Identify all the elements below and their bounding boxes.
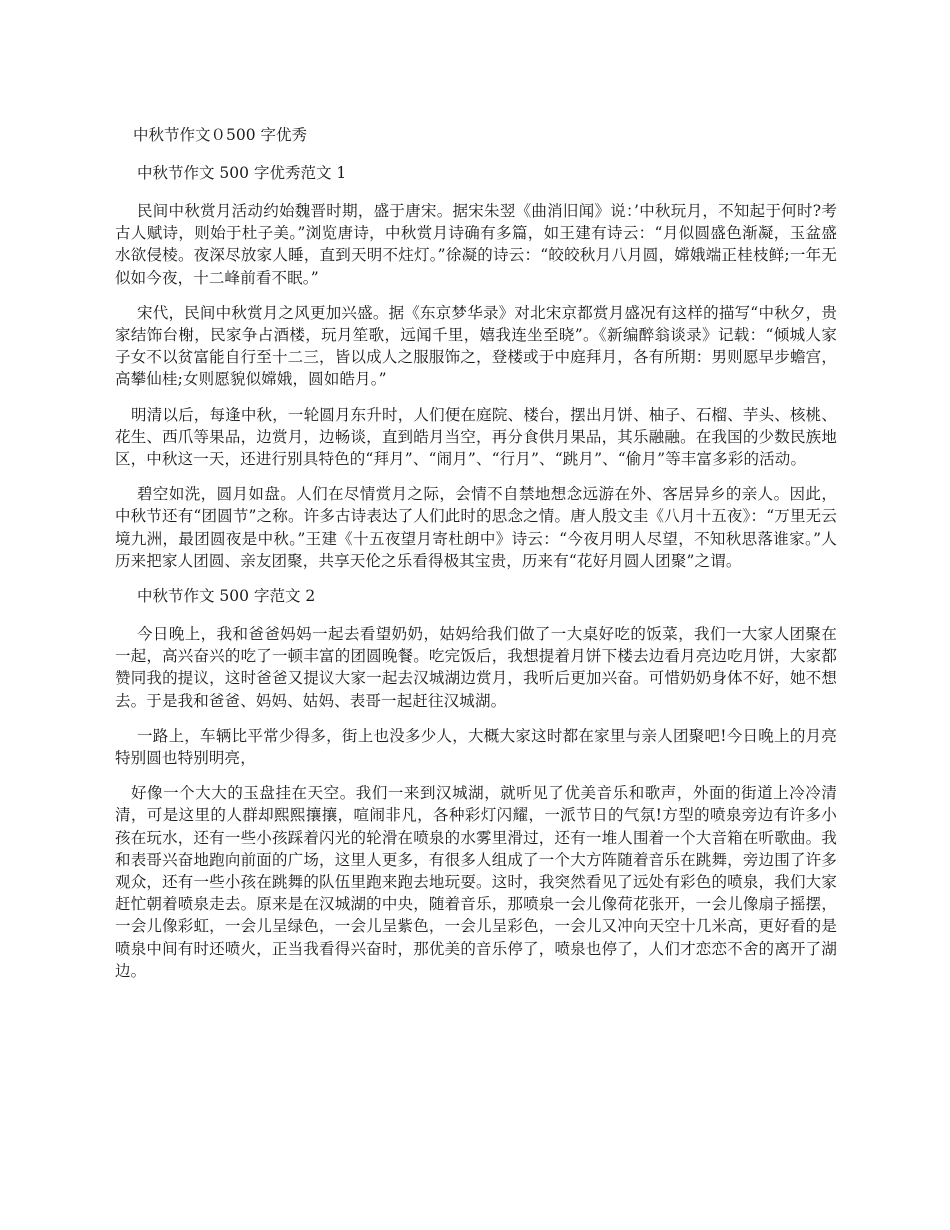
section-1-paragraph-4: 碧空如洗，圆月如盘。人们在尽情赏月之际，会情不自禁地想念远游在外、客居异乡的亲人。因此，中秋节还有“团圆节”之称。许多古诗表达了人们此时的思念之情。唐人殷文圭《八月十五夜》：“万里无云境九洲，最团圆夜是中秋。”王建《十五夜望月寄杜朗中》诗云：“今夜月明人尽望，不知秋思落谁家。”人历来把家人团圆、亲友团聚，共享天伦之乐看得极其宝贵，历来有“花好月圆人团聚”之谓。: [115, 485, 837, 570]
section-2-paragraph-3: 好像一个大大的玉盘挂在天空。我们一来到汉城湖，就听见了优美音乐和歌声，外面的街道上冷冷清清，可是这里的人群却熙熙攘攘，喧闹非凡，各种彩灯闪耀，一派节日的气氛!方型的喷泉旁边有许多小孩在玩水，还有一些小孩踩着闪光的轮滑在喷泉的水雾里滑过，还有一堆人围着一个大音箱在听歌曲。我和表哥兴奋地跑向前面的广场，这里人更多，有很多人组成了一个大方阵随着音乐在跳舞，旁边围了许多观众，还有一些小孩在跳舞的队伍里跑来跑去地玩耍。这时，我突然看见了远处有彩色的喷泉，我们大家赶忙朝着喷泉走去。原来是在汉城湖的中央，随着音乐，那喷泉一会儿像荷花张开，一会儿像扇子摇摆，一会儿像彩虹，一会儿呈绿色，一会儿呈紫色，一会儿呈彩色，一会儿又冲向天空十几米高，更好看的是喷泉中间有时还喷火，正当我看得兴奋时，那优美的音乐停了，喷泉也停了，人们才恋恋不舍的离开了湖边。: [115, 784, 837, 980]
section-1-paragraph-3: 明清以后，每逢中秋，一轮圆月东升时，人们便在庭院、楼台，摆出月饼、柚子、石榴、芋头、核桃、花生、西爪等果品，边赏月，边畅谈，直到皓月当空，再分食供月果品，其乐融融。在我国的少数民族地区，中秋这一天，还进行别具特色的“拜月”、“闹月”、“行月”、“跳月”、“偷月”等丰富多彩的活动。: [115, 405, 837, 469]
section-2-paragraph-1: 今日晚上，我和爸爸妈妈一起去看望奶奶，姑妈给我们做了一大桌好吃的饭菜，我们一大家人团聚在一起，高兴奋兴的吃了一顿丰富的团圆晚餐。吃完饭后，我想提着月饼下楼去边看月亮边吃月饼，大家都赞同我的提议，这时爸爸又提议大家一起去汉城湖边赏月，我听后更加兴奋。可惜奶奶身体不好，她不想去。于是我和爸爸、妈妈、姑妈、表哥一起赶往汉城湖。: [115, 625, 837, 710]
section-1-paragraph-2: 宋代，民间中秋赏月之风更加兴盛。据《东京梦华录》对北宋京都赏月盛况有这样的描写“中秋夕，贵家结饰台榭，民家争占酒楼，玩月笙歌，远闻千里，嬉我连坐至晓”。《新编醉翁谈录》记载：“倾城人家子女不以贫富能自行至十二三，皆以成人之服服饰之，登楼或于中庭拜月，各有所期：男则愿早步蟾宫，高攀仙桂;女则愿貌似嫦娥，圆如皓月。”: [115, 303, 837, 389]
section-2-heading: 中秋节作文 500 字范文 2: [137, 587, 316, 606]
section-1-heading: 中秋节作文 500 字优秀范文 1: [137, 164, 347, 182]
section-1-paragraph-1: 民间中秋赏月活动约始魏晋时期，盛于唐宋。据宋朱翌《曲消旧闻》说：’中秋玩月，不知起于何时?考古人赋诗，则始于杜子美。”浏览唐诗，中秋赏月诗确有多篇，如王建有诗云：“月似圆盛色渐凝，玉盆盛水欲侵棱。夜深尽放家人睡，直到天明不炷灯。”徐凝的诗云：“皎皎秋月八月圆，嫦娥端正桂枝鲜;一年无似如今夜，十二峰前看不眠。”: [115, 202, 837, 287]
document-title: 中秋节作文０500 字优秀: [133, 126, 308, 144]
document-body: [115, 124, 837, 995]
section-2-paragraph-2: 一路上，车辆比平常少得多，街上也没多少人，大概大家这时都在家里与亲人团聚吧!今日晚上的月亮特别圆也特别明亮，: [115, 726, 837, 768]
